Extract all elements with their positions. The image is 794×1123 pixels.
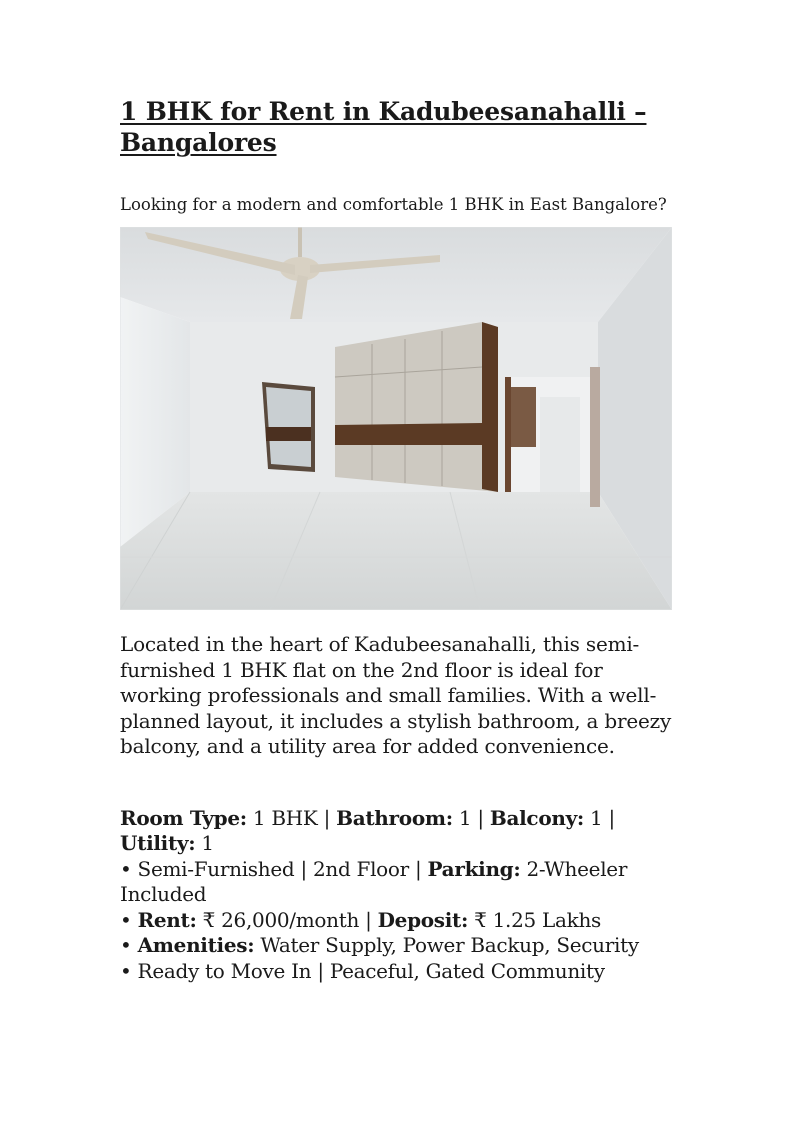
lead-paragraph: Looking for a modern and comfortable 1 BHK in East Bangalore? <box>120 195 667 214</box>
room-type-value: 1 BHK | <box>246 805 337 830</box>
details-line-4 <box>120 933 680 959</box>
parking-value: 2-Wheeler Included <box>120 856 628 906</box>
bathroom-label: Bathroom: <box>336 805 453 830</box>
description-paragraph: Located in the heart of Kadubeesanahalli, this semi-furnished 1 BHK flat on the 2nd floor is ideal for working professionals and small families. With a well-planned layout, it includes a stylish bathroom, a breezy balcony, and a utility area for added convenience. <box>120 632 672 758</box>
rent-value: ₹ 26,000/month | <box>196 907 378 932</box>
amenities-label: Amenities: <box>137 933 255 957</box>
bullet: • <box>120 907 138 932</box>
furnishing-text: • Semi-Furnished | 2nd Floor | <box>120 856 428 881</box>
utility-value: 1 <box>195 831 214 855</box>
details-line-3 <box>120 908 680 934</box>
property-details <box>120 806 680 985</box>
listing-content <box>120 96 680 984</box>
bathroom-value: 1 | <box>452 805 490 830</box>
details-line-5 <box>120 959 680 985</box>
details-line-1 <box>120 806 680 857</box>
deposit-label: Deposit: <box>377 907 469 932</box>
room-type-label: Room Type: <box>120 805 247 830</box>
balcony-value: 1 | <box>584 805 615 830</box>
balcony-label: Balcony: <box>489 805 584 830</box>
rent-label: Rent: <box>137 907 197 932</box>
bullet: • <box>120 933 138 957</box>
ready-text: • Ready to Move In | Peaceful, Gated Community <box>120 958 605 983</box>
parking-label: Parking: <box>427 856 521 881</box>
room-photo <box>120 227 672 610</box>
amenities-value: Water Supply, Power Backup, Security <box>254 933 639 957</box>
details-line-2 <box>120 857 680 908</box>
deposit-value: ₹ 1.25 Lakhs <box>468 907 601 932</box>
listing-title: 1 BHK for Rent in Kadubeesanahalli – Bangalores <box>120 97 647 157</box>
utility-label: Utility: <box>120 831 196 855</box>
